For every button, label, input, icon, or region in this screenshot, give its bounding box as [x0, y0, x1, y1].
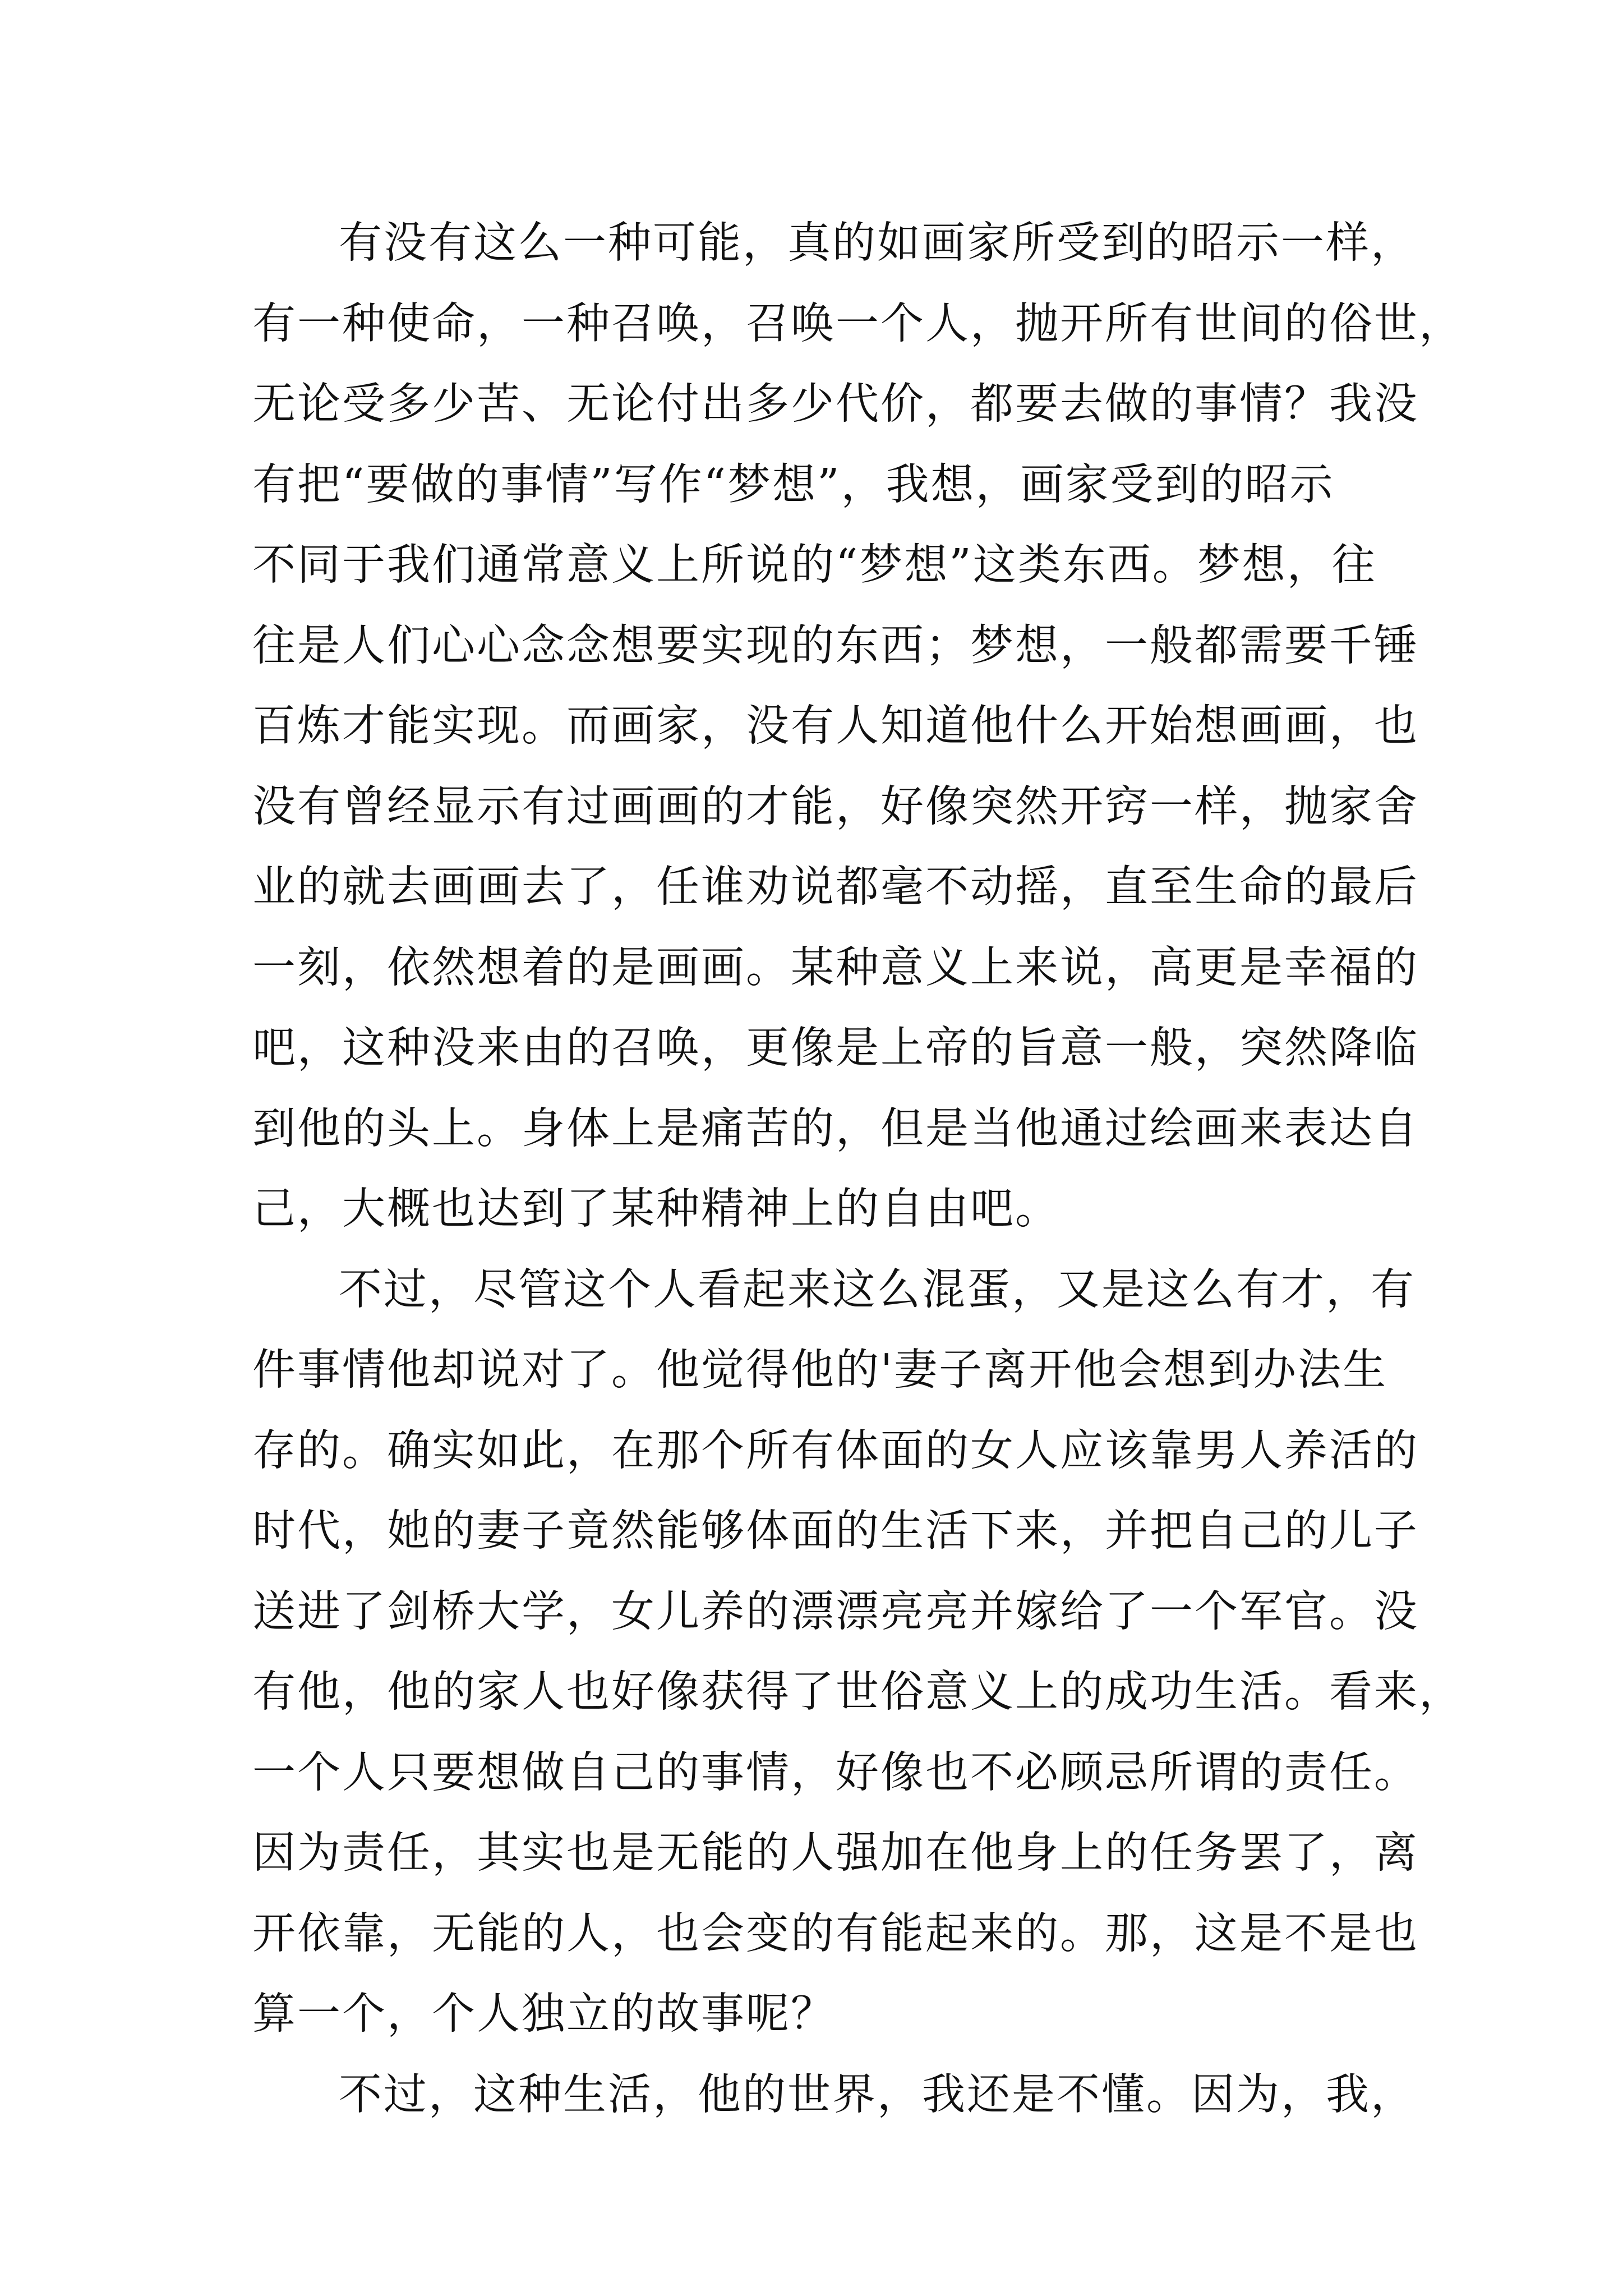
text-line: 开依靠，无能的人，也会变的有能起来的。那，这是不是也 — [252, 1908, 1419, 1959]
text-line: 一刻，依然想着的是画画。某种意义上来说，高更是幸福的 — [252, 942, 1419, 993]
text-line: 无论受多少苦、无论付出多少代价，都要去做的事情？我没 — [252, 379, 1419, 429]
text-line: 时代，她的妻子竟然能够体面的生活下来，并把自己的儿子 — [252, 1506, 1419, 1556]
text-line: 己，大概也达到了某种精神上的自由吧。 — [252, 1184, 1060, 1234]
text-line: 一个人只要想做自己的事情，好像也不必顾忌所谓的责任。 — [252, 1747, 1419, 1798]
text-line: 不过，这种生活，他的世界，我还是不懂。因为，我， — [339, 2069, 1415, 2120]
text-line: 有没有这么一种可能，真的如画家所受到的昭示一样， — [339, 218, 1415, 268]
text-line: 算一个，个人独立的故事呢？ — [252, 1989, 836, 2039]
text-line: 因为责任，其实也是无能的人强加在他身上的任务罢了，离 — [252, 1828, 1419, 1878]
text-line: 吧，这种没来由的召唤，更像是上帝的旨意一般，突然降临 — [252, 1023, 1419, 1073]
paragraph-2 — [252, 1250, 1464, 2055]
document-body — [252, 203, 1464, 2135]
text-line: 有他，他的家人也好像获得了世俗意义上的成功生活。看来， — [252, 1667, 1464, 1717]
text-line: 不过，尽管这个人看起来这么混蛋，又是这么有才，有 — [339, 1264, 1415, 1315]
text-line: 百炼才能实现。而画家，没有人知道他什么开始想画画，也 — [252, 701, 1419, 751]
text-line: 送进了剑桥大学，女儿养的漂漂亮亮并嫁给了一个军官。没 — [252, 1586, 1419, 1637]
text-line: 没有曾经显示有过画画的才能，好像突然开窍一样，抛家舍 — [252, 781, 1419, 832]
text-line: 往是人们心心念念想要实现的东西；梦想，一般都需要千锤 — [252, 620, 1419, 671]
text-line: 件事情他却说对了。他觉得他的'妻子离开他会想到办法生 — [252, 1345, 1388, 1395]
text-line: 业的就去画画去了，任谁劝说都毫不动摇，直至生命的最后 — [252, 862, 1419, 912]
text-line: 到他的头上。身体上是痛苦的，但是当他通过绘画来表达自 — [252, 1103, 1419, 1154]
text-line: 有把“要做的事情”写作“梦想”，我想，画家受到的昭示 — [252, 459, 1335, 510]
text-line: 不同于我们通常意义上所说的“梦想”这类东西。梦想，往 — [252, 540, 1377, 590]
text-line: 有一种使命，一种召唤，召唤一个人，抛开所有世间的俗世， — [252, 298, 1464, 349]
text-line: 存的。确实如此，在那个所有体面的女人应该靠男人养活的 — [252, 1425, 1419, 1476]
paragraph-1 — [252, 203, 1464, 1250]
paragraph-3 — [252, 2055, 1415, 2136]
